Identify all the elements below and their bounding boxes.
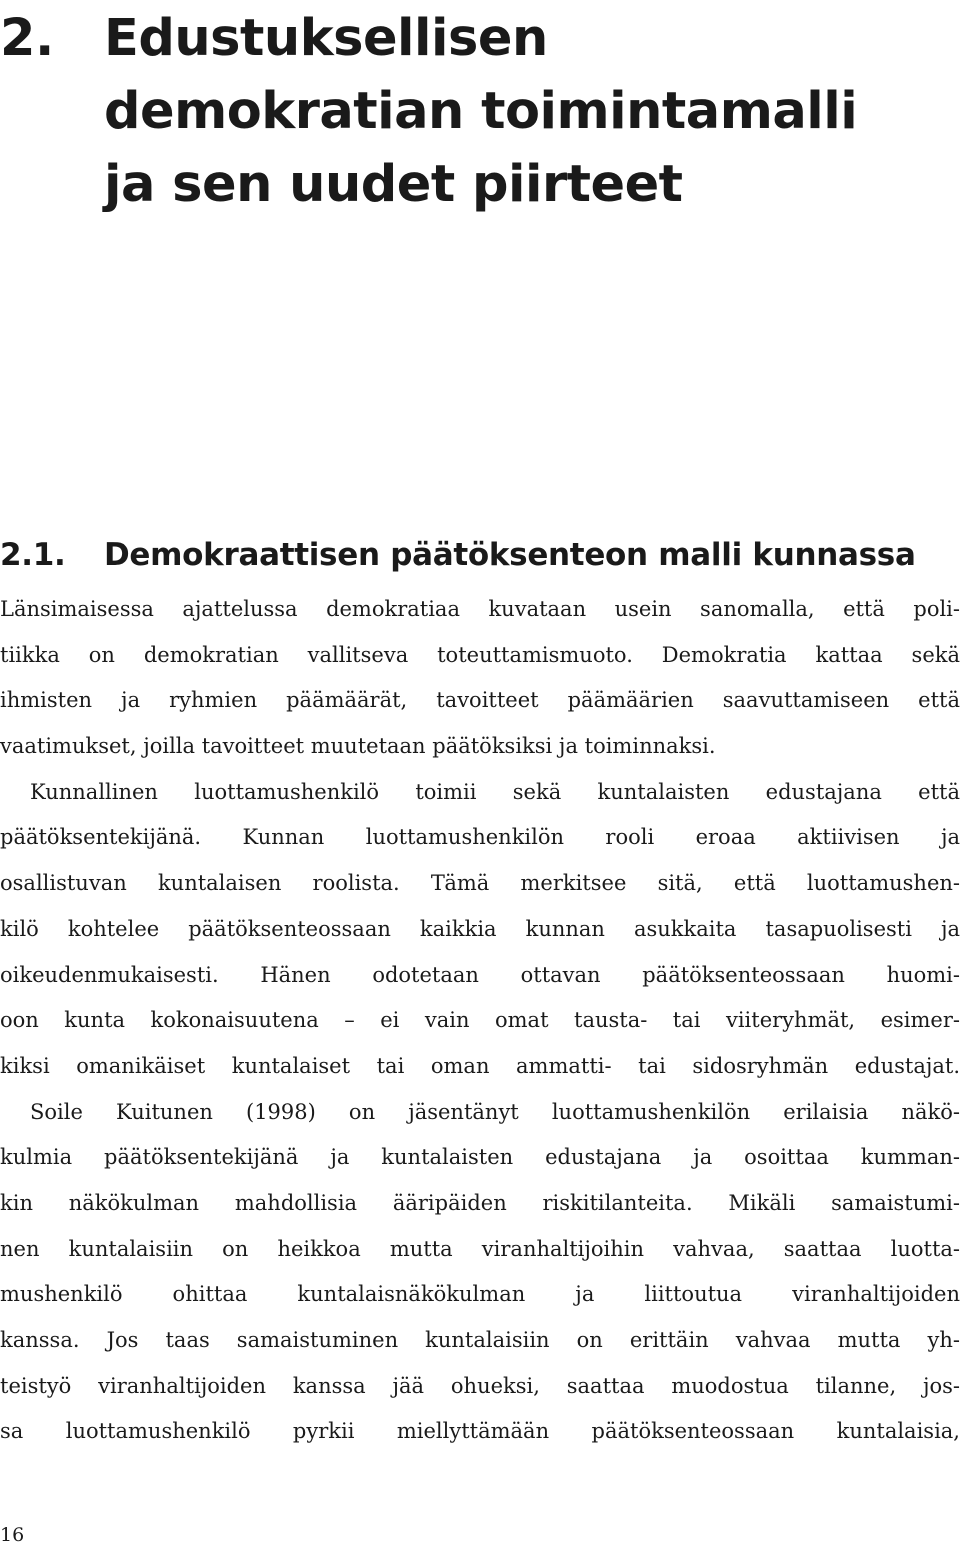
body-line: sa luottamushenkilö pyrkii miellyttämään päätöksenteossaan kuntalaisia,: [0, 1419, 960, 1444]
section-title-text: Demokraattisen päätöksenteon malli kunnassa: [104, 537, 916, 573]
body-line: tiikka on demokratian vallitseva toteuttamismuoto. Demokratia kattaa sekä: [0, 642, 960, 667]
chapter-title-text: Edustuksellisen demokratian toimintamalli ja sen uudet piirteet: [104, 9, 858, 214]
body-line: oikeudenmukaisesti. Hänen odotetaan ottavan päätöksenteossaan huomi-: [0, 962, 960, 987]
body-line: kanssa. Jos taas samaistuminen kuntalaisiin on erittäin vahvaa mutta yh-: [0, 1328, 960, 1352]
body-line: Soile Kuitunen (1998) on jäsentänyt luottamushenkilön erilaisia näkö-: [30, 1099, 960, 1124]
page-number: 16: [0, 1524, 25, 1546]
body-line: ihmisten ja ryhmien päämäärät, tavoitteet päämäärien saavuttamiseen että: [0, 688, 960, 713]
chapter-title: [0, 2, 960, 221]
body-line: kiksi omanikäiset kuntalaiset tai oman ammatti- tai sidosryhmän edustajat.: [0, 1053, 960, 1078]
chapter-number: 2.: [0, 9, 54, 68]
body-line: nen kuntalaisiin on heikkoa mutta viranhaltijoihin vahvaa, saattaa luotta-: [0, 1236, 960, 1261]
body-line: osallistuvan kuntalaisen roolista. Tämä merkitsee sitä, että luottamushen-: [0, 871, 960, 896]
body-line: päätöksentekijänä. Kunnan luottamushenkilön rooli eroaa aktiivisen ja: [0, 825, 960, 850]
body-line: kin näkökulman mahdollisia ääripäiden riskitilanteita. Mikäli samaistumi-: [0, 1190, 960, 1215]
body-line: vaatimukset, joilla tavoitteet muutetaan päätöksiksi ja toiminnaksi.: [0, 734, 716, 759]
body-line: mushenkilö ohittaa kuntalaisnäkökulman ja liittoutua viranhaltijoiden: [0, 1282, 960, 1307]
body-line: Kunnallinen luottamushenkilö toimii sekä kuntalaisten edustajana että: [30, 779, 960, 804]
body-line: kilö kohtelee päätöksenteossaan kaikkia kunnan asukkaita tasapuolisesti ja: [0, 916, 960, 941]
body-line: teistyö viranhaltijoiden kanssa jää ohueksi, saattaa muodostua tilanne, jos-: [0, 1373, 960, 1398]
body-line: Länsimaisessa ajattelussa demokratiaa kuvataan usein sanomalla, että poli-: [0, 597, 960, 621]
body-text: [0, 587, 960, 1455]
section-number: 2.1.: [0, 537, 66, 573]
body-line: oon kunta kokonaisuutena – ei vain omat tausta- tai viiteryhmät, esimer-: [0, 1008, 960, 1033]
body-line: kulmia päätöksentekijänä ja kuntalaisten edustajana ja osoittaa kumman-: [0, 1145, 960, 1170]
